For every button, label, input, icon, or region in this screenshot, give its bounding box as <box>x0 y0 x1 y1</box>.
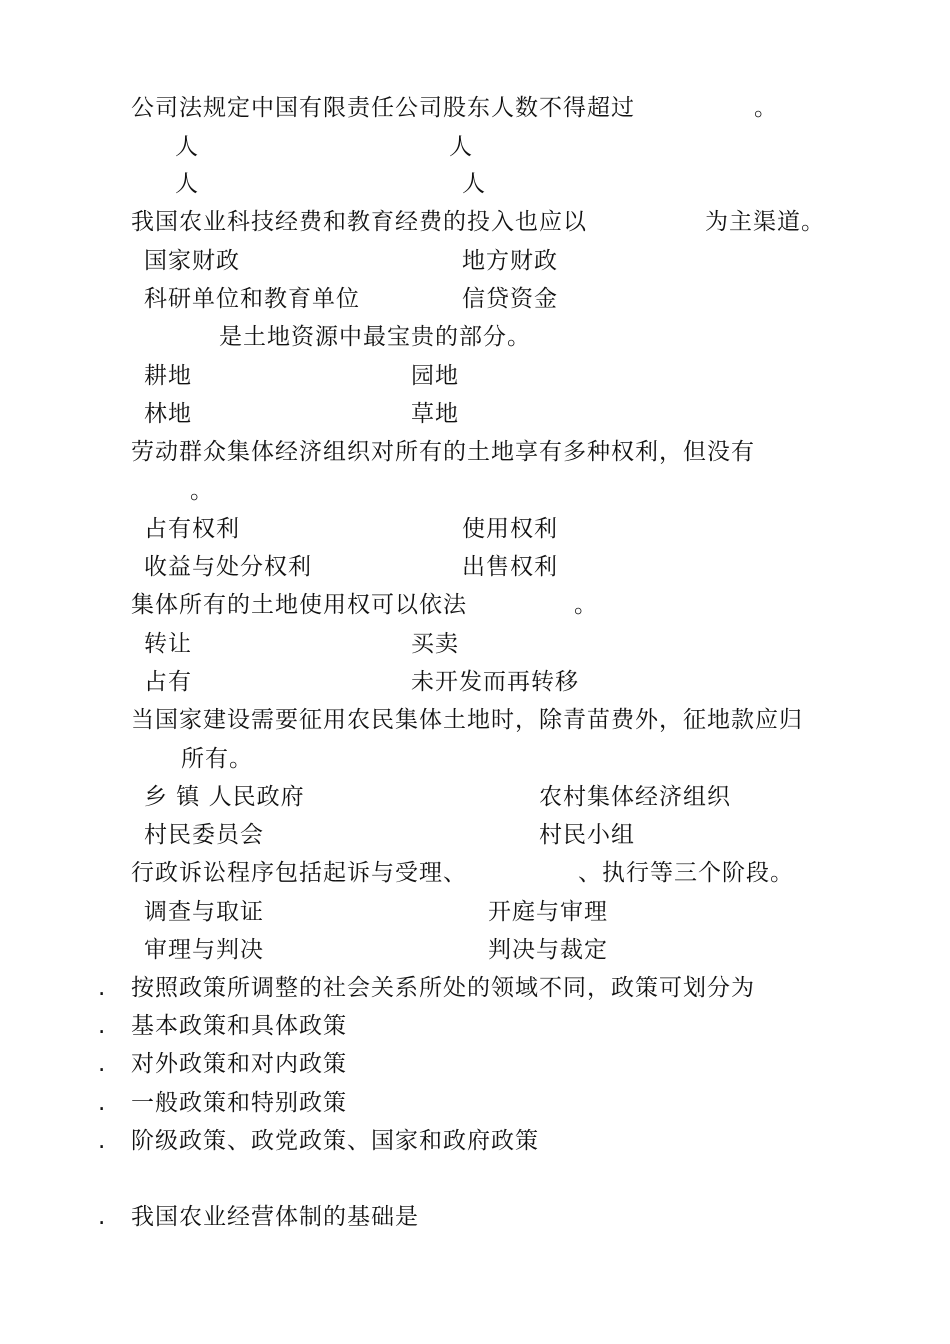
question-1-option-b: 人 <box>449 134 473 160</box>
question-6-option-c: 村民委员会 <box>144 822 264 848</box>
question-1-stem: 公司法规定中国有限责任公司股东人数不得超过 <box>131 95 635 121</box>
question-7-stem: 行政诉讼程序包括起诉与受理、 <box>131 860 467 886</box>
question-2-stem-end: 为主渠道。 <box>705 209 825 235</box>
list-item-5: 阶级政策、政党政策、国家和政府政策 <box>131 1128 539 1154</box>
question-7-stem-end: 、执行等三个阶段。 <box>578 860 794 886</box>
question-6-option-d: 村民小组 <box>539 822 635 848</box>
question-7-option-d: 判决与裁定 <box>488 937 608 963</box>
question-7-option-a: 调查与取证 <box>144 899 264 925</box>
question-7-option-b: 开庭与审理 <box>488 899 608 925</box>
question-4-option-c: 收益与处分权利 <box>144 554 312 580</box>
question-4-stem-end: 。 <box>190 478 214 504</box>
question-6-option-b: 农村集体经济组织 <box>539 784 731 810</box>
question-6-option-a: 乡 镇 人民政府 <box>144 784 305 810</box>
question-5-stem-end: 。 <box>574 592 598 618</box>
list-item-2: 基本政策和具体政策 <box>131 1013 347 1039</box>
question-4-option-d: 出售权利 <box>462 554 558 580</box>
question-1-stem-end: 。 <box>754 95 778 121</box>
question-6-stem: 当国家建设需要征用农民集体土地时，除青苗费外，征地款应归 <box>131 707 803 733</box>
question-3-stem: 是土地资源中最宝贵的部分。 <box>219 324 531 350</box>
question-5-option-b: 买卖 <box>411 631 459 657</box>
list-marker-2: . <box>98 1013 107 1039</box>
question-1-option-a: 人 <box>175 134 199 160</box>
question-3-option-c: 林地 <box>144 401 192 427</box>
question-4-option-a: 占有权利 <box>144 516 240 542</box>
list-item-6: 我国农业经营体制的基础是 <box>131 1204 419 1230</box>
list-marker-5: . <box>98 1128 107 1154</box>
question-4-stem: 劳动群众集体经济组织对所有的土地享有多种权利，但没有 <box>131 439 755 465</box>
question-3-option-b: 园地 <box>411 363 459 389</box>
list-item-1: 按照政策所调整的社会关系所处的领域不同，政策可划分为 <box>131 975 755 1001</box>
list-marker-4: . <box>98 1090 107 1116</box>
question-2-option-a: 国家财政 <box>144 248 240 274</box>
question-3-option-d: 草地 <box>411 401 459 427</box>
question-2-option-b: 地方财政 <box>462 248 558 274</box>
question-5-option-c: 占有 <box>144 669 192 695</box>
question-2-option-c: 科研单位和教育单位 <box>144 286 360 312</box>
question-1-option-c: 人 <box>175 171 199 197</box>
question-1-option-d: 人 <box>462 171 486 197</box>
question-5-option-a: 转让 <box>144 631 192 657</box>
list-marker-1: . <box>98 975 107 1001</box>
list-item-3: 对外政策和对内政策 <box>131 1051 347 1077</box>
list-marker-3: . <box>98 1051 107 1077</box>
question-2-option-d: 信贷资金 <box>462 286 558 312</box>
list-marker-6: . <box>98 1204 107 1230</box>
question-5-stem: 集体所有的土地使用权可以依法 <box>131 592 467 618</box>
question-5-option-d: 未开发而再转移 <box>411 669 579 695</box>
question-7-option-c: 审理与判决 <box>144 937 264 963</box>
question-3-option-a: 耕地 <box>144 363 192 389</box>
question-4-option-b: 使用权利 <box>462 516 558 542</box>
question-6-stem-end: 所有。 <box>181 746 253 772</box>
list-item-4: 一般政策和特别政策 <box>131 1090 347 1116</box>
question-2-stem: 我国农业科技经费和教育经费的投入也应以 <box>131 209 587 235</box>
